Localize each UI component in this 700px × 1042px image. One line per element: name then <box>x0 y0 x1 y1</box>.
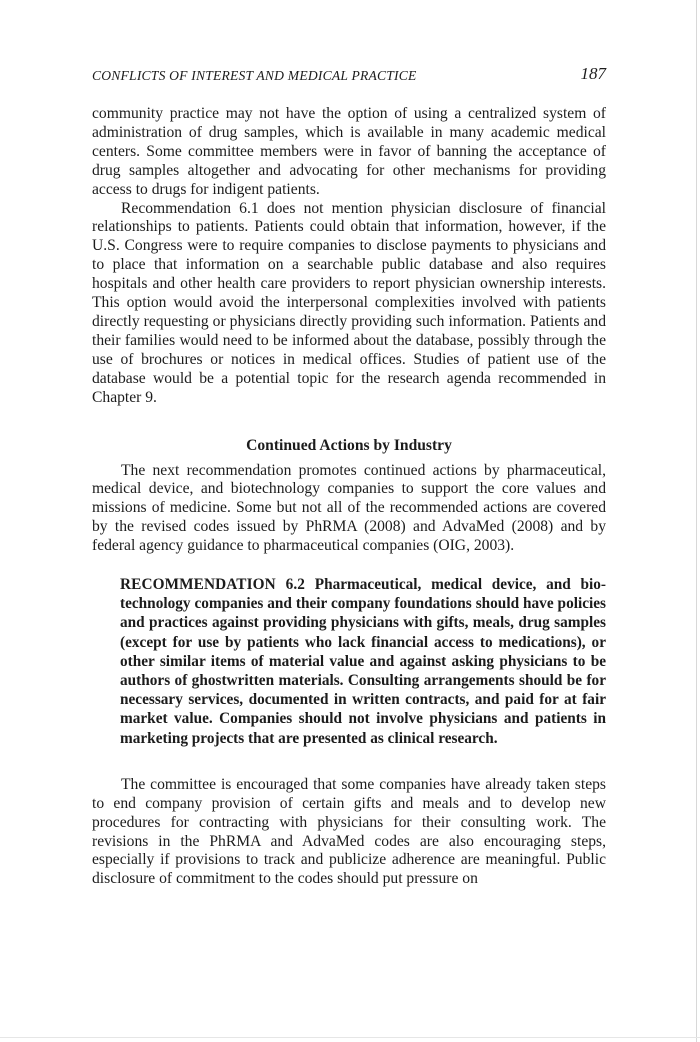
paragraph-1: community practice may not have the option of using a centralized system of administration of drug samples, which is available in many academic medical centers. Some committee members were in favor of banning the acceptance of drug samples altogether and advocating for other mechanisms for providing access to drugs for indigent patients. <box>92 105 606 198</box>
paragraph-4: The committee is encouraged that some companies have already taken steps to end company provision of certain gifts and meals and to develop new procedures for contracting with physicians for their consulting work. The revisions in the PhRMA and AdvaMed codes are also encouraging steps, especially if provisions to track and publicize adherence are meaningful. Public disclosure of commitment to the codes should put pressure on <box>92 775 606 888</box>
recommendation-block <box>120 575 606 748</box>
running-head <box>92 64 606 88</box>
running-title: CONFLICTS OF INTEREST AND MEDICAL PRACTICE <box>92 68 417 83</box>
recommendation-text: Pharmaceutical, medical device, and biotechnology companies and their company foundations should have policies and practices against providing physicians with gifts, meals, drug samples (except for use by patients who lack financial access to medications), or other similar items of material value and against asking physicians to be authors of ghostwritten materials. Consulting arrangements should be for necessary services, documented in written contracts, and paid for at fair market value. Companies should not involve physicians and patients in marketing projects that are presented as clinical research. <box>120 576 606 747</box>
section-heading: Continued Actions by Industry <box>246 436 452 454</box>
paragraph-2: Recommendation 6.1 does not mention physician disclosure of financial relationships to patients. Patients could obtain that information, however, if the U.S. Congress were to require companies to disclose payments to physicians and to place that information on a searchable public database and also requires hospitals and other health care providers to report physician ownership interests. This option would avoid the interpersonal complexities involved with patients directly requesting or physicians directly providing such information. Patients and their families would need to be informed about the database, possibly through the use of brochures or notices in medical offices. Studies of patient use of the database would be a potential topic for the research agenda recommended in Chapter 9. <box>92 199 606 406</box>
page-body <box>92 105 606 889</box>
page-edge-right <box>696 0 697 1042</box>
recommendation-label: RECOMMENDATION 6.2 <box>120 576 306 594</box>
page-number: 187 <box>580 64 606 83</box>
paragraph-3: The next recommendation promotes continued actions by pharmaceutical, medical device, and biotechnology companies to support the core values and missions of medicine. Some but not all of the recommended actions are covered by the revised codes issued by PhRMA (2008) and AdvaMed (2008) and by federal agency guidance to pharmaceutical companies (OIG, 2003). <box>92 461 606 555</box>
page-edge-bottom <box>0 1037 700 1038</box>
